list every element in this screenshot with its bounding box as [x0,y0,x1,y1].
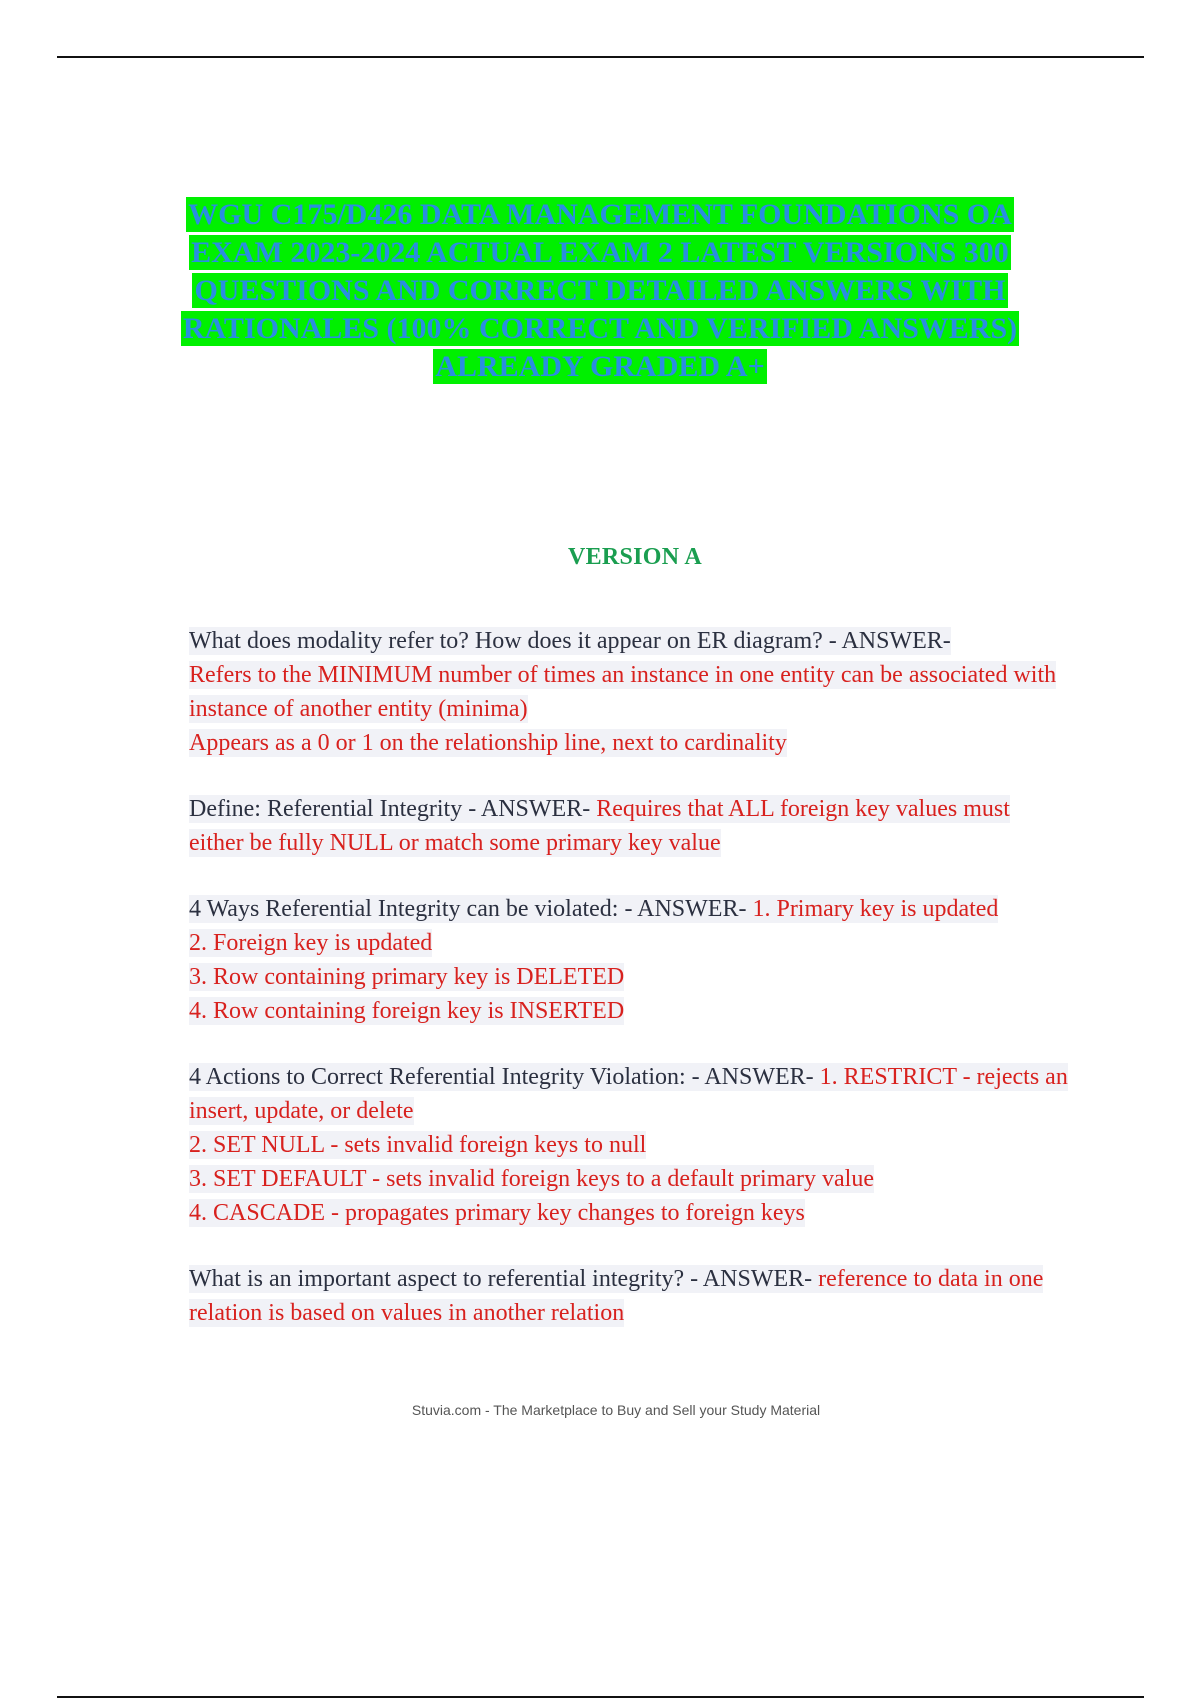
question-text: 4 Actions to Correct Referential Integrity Violation: - ANSWER- [189,1064,814,1090]
answer-text: 4. Row containing foreign key is INSERTED [189,998,625,1024]
footer-text: Stuvia.com - The Marketplace to Buy and Sell your Study Material [411,1402,821,1418]
question-text: What does modality refer to? How does it appear on ER diagram? - ANSWER- [189,628,951,654]
top-divider [57,56,1144,58]
document-title: WGU C175/D426 DATA MANAGEMENT FOUNDATIONS OA EXAM 2023-2024 ACTUAL EXAM 2 LATEST VERSIONS 300 QUESTIONS AND CORRECT DETAILED ANSWERS WITH RATIONALES (100% CORRECT AND VERIFIED ANSWERS) ALREADY GRADED A+ [182,198,1018,383]
qa-item [189,1262,1069,1330]
question-text: What is an important aspect to referential integrity? - ANSWER- [189,1266,813,1292]
question-text: Define: Referential Integrity - ANSWER- [189,796,591,822]
qa-item [189,892,1069,1028]
question-text: 4 Ways Referential Integrity can be violated: - ANSWER- [189,896,747,922]
answer-text: Refers to the MINIMUM number of times an instance in one entity can be associated with instance of another entity (minima) [189,662,1057,722]
document-title-block [150,196,1050,386]
qa-list [189,624,1069,1362]
answer-text: reference to data in one relation is based on values in another relation [189,1266,1044,1326]
version-heading: VERSION A [567,544,703,570]
bottom-divider [57,1696,1144,1698]
answer-text: 2. Foreign key is updated [189,930,433,956]
answer-text: 1. Primary key is updated [746,896,999,922]
answer-text: Requires that ALL foreign key values must either be fully NULL or match some primary key value [189,796,1010,856]
answer-text: 1. RESTRICT - rejects an insert, update, or delete [189,1064,1068,1124]
qa-item [189,1060,1069,1230]
answer-text: Appears as a 0 or 1 on the relationship line, next to cardinality [189,730,787,756]
answer-text: 3. Row containing primary key is DELETED [189,964,625,990]
qa-item [189,792,1069,860]
answer-text: 2. SET NULL - sets invalid foreign keys to null [189,1132,647,1158]
answer-text: 3. SET DEFAULT - sets invalid foreign keys to a default primary value [189,1166,874,1192]
qa-item [189,624,1069,760]
answer-text: 4. CASCADE - propagates primary key changes to foreign keys [189,1200,805,1226]
